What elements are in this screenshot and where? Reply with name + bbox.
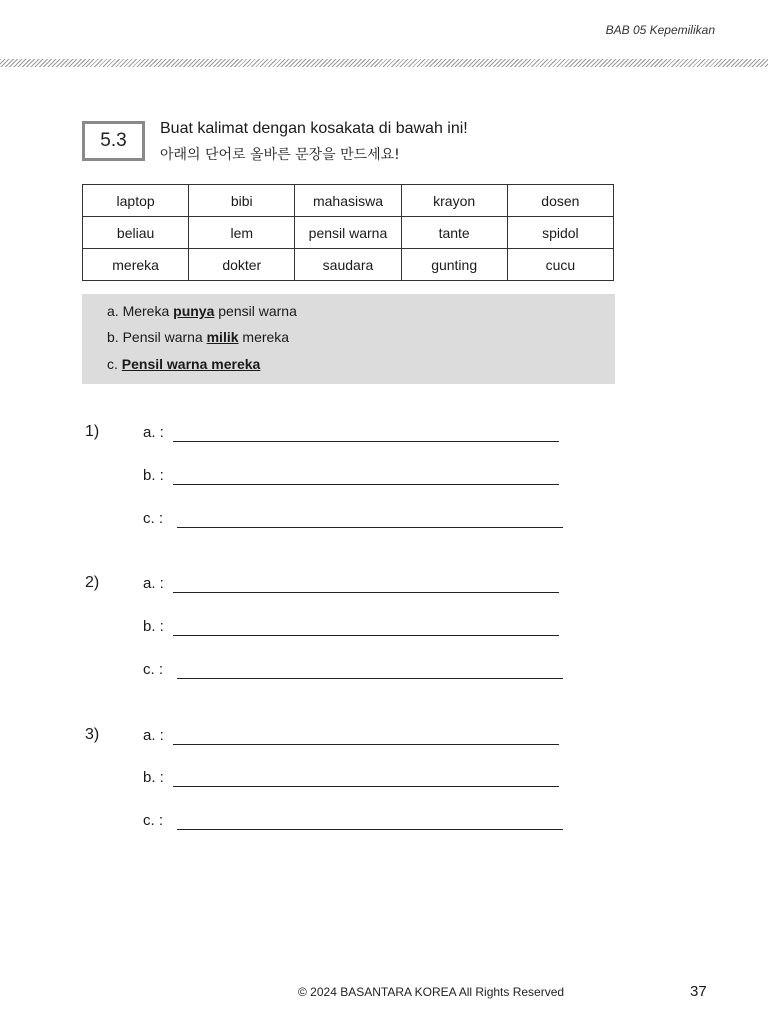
sub-label-b: b. : bbox=[143, 618, 164, 635]
answer-line[interactable] bbox=[173, 744, 559, 745]
sub-label-a: a. : bbox=[143, 424, 164, 441]
sub-label-a: a. : bbox=[143, 575, 164, 592]
answer-line[interactable] bbox=[177, 829, 563, 830]
example-b bbox=[107, 329, 289, 345]
sub-label-c: c. : bbox=[143, 510, 164, 527]
sub-label-c: c. : bbox=[143, 661, 164, 678]
table-row bbox=[83, 185, 614, 217]
answer-line[interactable] bbox=[177, 527, 563, 528]
table-cell: tante bbox=[401, 217, 507, 249]
answer-line[interactable] bbox=[173, 441, 559, 442]
chapter-title: BAB 05 Kepemilikan bbox=[605, 23, 715, 37]
answer-line[interactable] bbox=[173, 592, 559, 593]
table-cell: saudara bbox=[295, 249, 401, 281]
table-cell: spidol bbox=[507, 217, 613, 249]
sub-label-c: c. : bbox=[143, 812, 164, 829]
sub-label-b: b. : bbox=[143, 769, 164, 786]
exercise-number: 5.3 bbox=[100, 130, 127, 151]
table-cell: gunting bbox=[401, 249, 507, 281]
exercise-number-box bbox=[82, 121, 145, 161]
table-cell: krayon bbox=[401, 185, 507, 217]
example-text: mereka bbox=[238, 329, 290, 345]
example-a bbox=[107, 303, 297, 319]
table-row bbox=[83, 249, 614, 281]
vocabulary-table bbox=[82, 184, 614, 281]
example-keyword: Pensil warna mereka bbox=[121, 356, 261, 372]
question-number: 2) bbox=[85, 574, 100, 591]
answer-line[interactable] bbox=[177, 678, 563, 679]
answer-line[interactable] bbox=[173, 484, 559, 485]
copyright-footer: © 2024 BASANTARA KOREA All Rights Reserved bbox=[298, 985, 565, 999]
table-cell: beliau bbox=[83, 217, 189, 249]
table-cell: pensil warna bbox=[295, 217, 401, 249]
example-box bbox=[82, 294, 615, 384]
example-keyword: punya bbox=[173, 303, 215, 319]
example-text: c. bbox=[107, 356, 122, 372]
answer-line[interactable] bbox=[173, 786, 559, 787]
table-cell: mahasiswa bbox=[295, 185, 401, 217]
instruction-indonesian: Buat kalimat dengan kosakata di bawah ini! bbox=[160, 120, 468, 137]
sub-label-b: b. : bbox=[143, 467, 164, 484]
table-cell: bibi bbox=[189, 185, 295, 217]
table-cell: dosen bbox=[507, 185, 613, 217]
header-divider bbox=[0, 59, 768, 67]
table-cell: dokter bbox=[189, 249, 295, 281]
example-text: pensil warna bbox=[214, 303, 297, 319]
answer-line[interactable] bbox=[173, 635, 559, 636]
question-number: 3) bbox=[85, 726, 100, 743]
sub-label-a: a. : bbox=[143, 727, 164, 744]
table-cell: lem bbox=[189, 217, 295, 249]
table-cell: mereka bbox=[83, 249, 189, 281]
example-text: b. Pensil warna bbox=[107, 329, 207, 345]
table-cell: cucu bbox=[507, 249, 613, 281]
example-text: a. Mereka bbox=[107, 303, 174, 319]
example-keyword: milik bbox=[206, 329, 239, 345]
question-number: 1) bbox=[85, 423, 100, 440]
example-c bbox=[107, 356, 260, 372]
table-cell: laptop bbox=[83, 185, 189, 217]
instruction-korean: 아래의 단어로 올바른 문장을 만드세요! bbox=[160, 147, 400, 163]
page-number: 37 bbox=[690, 983, 707, 1000]
table-row bbox=[83, 217, 614, 249]
